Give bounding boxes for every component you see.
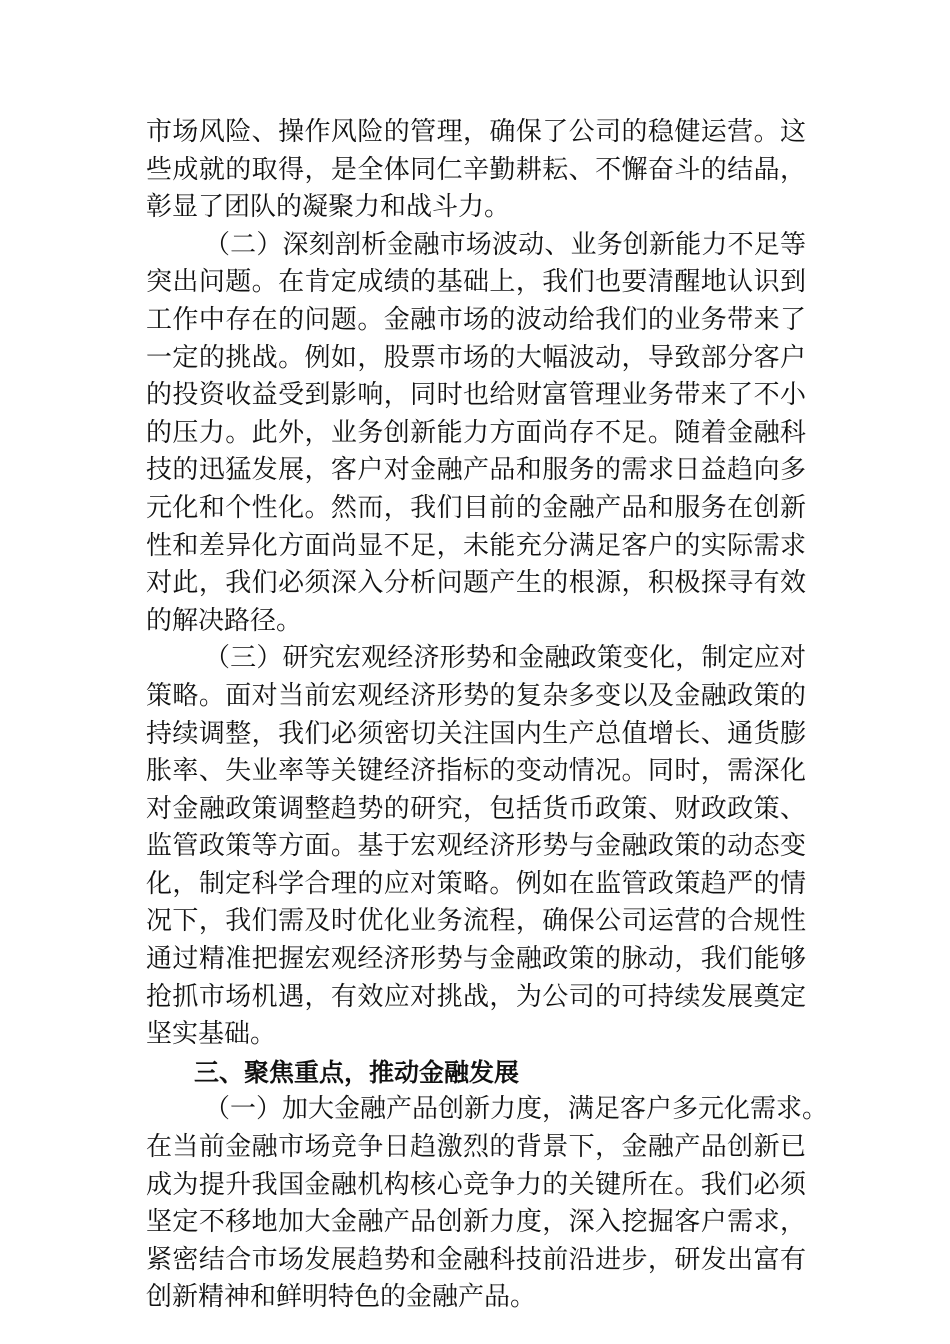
text-line: 成为提升我国金融机构核心竞争力的关键所在。我们必须 [146, 1169, 806, 1200]
section-heading: 三、聚焦重点，推动金融发展 [194, 1057, 520, 1087]
text-line: 在当前金融市场竞争日趋激烈的背景下，金融产品创新已 [146, 1132, 806, 1163]
paragraph-section-2-3 [146, 640, 806, 1054]
text-line: 通过精准把握宏观经济形势与金融政策的脉动，我们能够 [146, 944, 806, 975]
text-line: 对金融政策调整趋势的研究，包括货币政策、财政政策、 [146, 793, 806, 824]
text-line: 元化和个性化。然而，我们目前的金融产品和服务在创新 [146, 492, 806, 523]
text-line: （三）研究宏观经济形势和金融政策变化，制定应对 [204, 643, 806, 674]
text-line: 监管政策等方面。基于宏观经济形势与金融政策的动态变 [146, 831, 806, 862]
paragraph-section-3-1 [146, 1091, 829, 1317]
text-line: 市场风险、操作风险的管理，确保了公司的稳健运营。这 [146, 117, 806, 147]
text-line: 的解决路径。 [146, 605, 303, 636]
text-line: 紧密结合市场发展趋势和金融科技前沿进步，研发出富有 [146, 1244, 806, 1275]
text-line: 胀率、失业率等关键经济指标的变动情况。同时，需深化 [146, 756, 806, 787]
text-line: 化，制定科学合理的应对策略。例如在监管政策趋严的情 [146, 868, 806, 899]
text-line: （二）深刻剖析金融市场波动、业务创新能力不足等 [204, 229, 806, 260]
text-line: 性和差异化方面尚显不足，未能充分满足客户的实际需求 [146, 530, 806, 561]
text-line: 对此，我们必须深入分析问题产生的根源，积极探寻有效 [146, 568, 806, 599]
text-line: 策略。面对当前宏观经济形势的复杂多变以及金融政策的 [146, 680, 806, 711]
text-line: 些成就的取得，是全体同仁辛勤耕耘、不懈奋斗的结晶， [146, 154, 806, 185]
paragraph-section-2-2 [146, 227, 806, 641]
text-line: 技的迅猛发展，客户对金融产品和服务的需求日益趋向多 [146, 455, 806, 486]
text-line: 工作中存在的问题。金融市场的波动给我们的业务带来了 [146, 304, 806, 335]
text-line: 的压力。此外，业务创新能力方面尚存不足。随着金融科 [146, 417, 806, 448]
section-heading-3 [146, 1054, 806, 1092]
text-line: 况下，我们需及时优化业务流程，确保公司运营的合规性 [146, 906, 806, 937]
text-line: 突出问题。在肯定成绩的基础上，我们也要清醒地认识到 [146, 267, 806, 298]
text-line: 的投资收益受到影响，同时也给财富管理业务带来了不小 [146, 380, 806, 411]
text-line: 持续调整，我们必须密切关注国内生产总值增长、通货膨 [146, 718, 806, 749]
document-page [146, 114, 829, 1317]
text-line: （一）加大金融产品创新力度，满足客户多元化需求。 [204, 1094, 829, 1125]
text-line: 一定的挑战。例如，股票市场的大幅波动，导致部分客户 [146, 342, 806, 373]
text-line: 坚定不移地加大金融产品创新力度，深入挖掘客户需求， [146, 1207, 806, 1238]
text-line: 坚实基础。 [146, 1019, 277, 1050]
text-line: 彰显了团队的凝聚力和战斗力。 [146, 192, 511, 223]
text-line: 抢抓市场机遇，有效应对挑战，为公司的可持续发展奠定 [146, 981, 806, 1012]
text-line: 创新精神和鲜明特色的金融产品。 [146, 1282, 537, 1313]
paragraph-continuation [146, 114, 806, 227]
